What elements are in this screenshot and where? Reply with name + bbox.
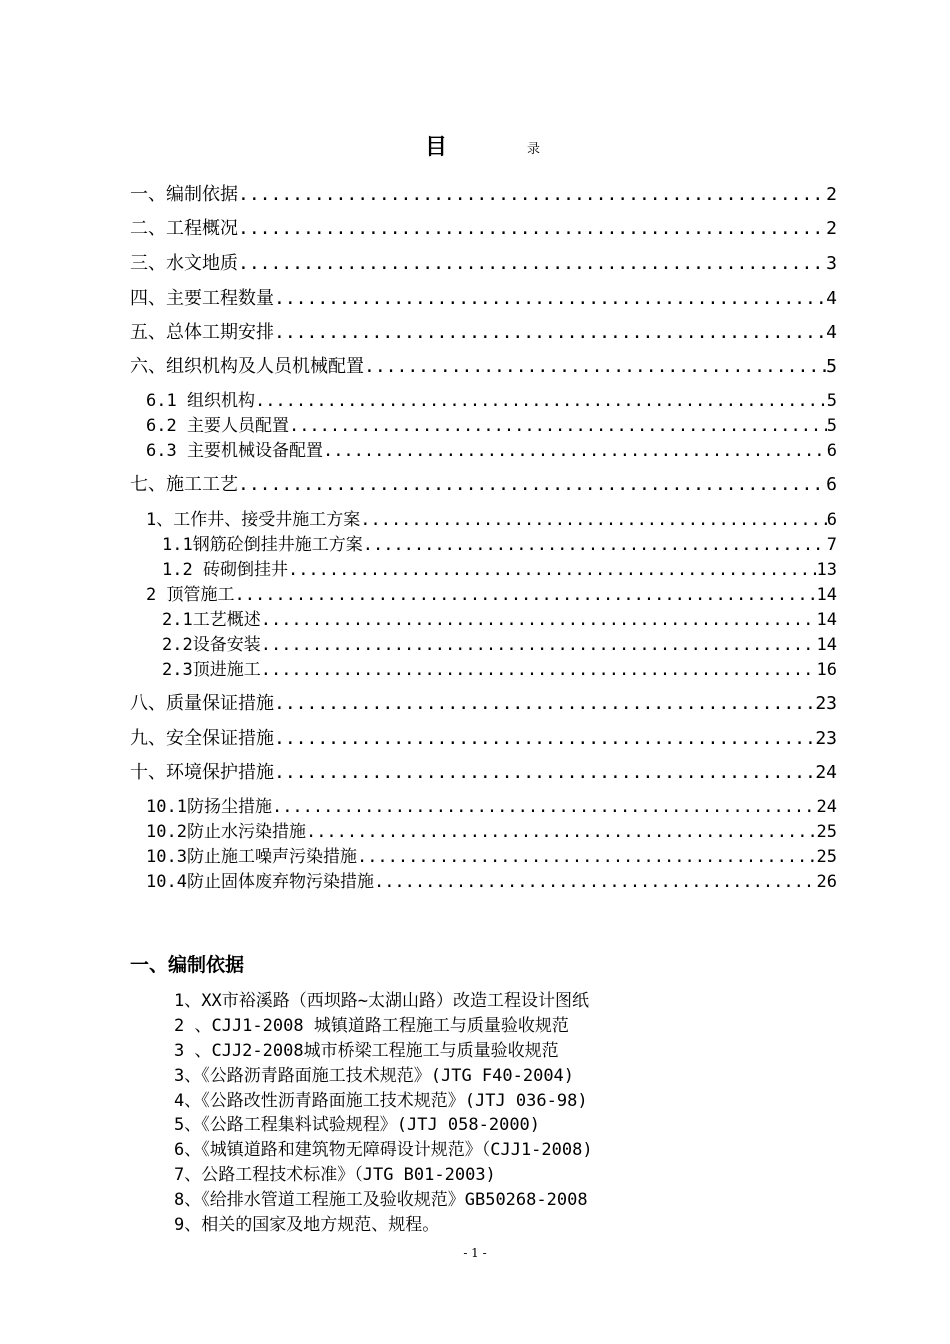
toc-entry-page: 6 <box>826 510 837 530</box>
toc-entry-label: 1.1钢筋砼倒挂井施工方案 <box>162 535 363 555</box>
toc-entry-label: 10.3防止施工噪声污染措施 <box>146 847 357 867</box>
toc-entry[interactable] <box>130 689 837 713</box>
toc-entry[interactable] <box>146 505 837 529</box>
toc-entry-label: 一、编制依据 <box>130 184 238 205</box>
toc-entry-page: 24 <box>815 762 837 783</box>
toc-leader <box>274 728 815 749</box>
toc-entry[interactable] <box>130 249 837 273</box>
toc-entry-page: 25 <box>816 822 837 842</box>
toc-title-char-2: 录 <box>527 142 541 157</box>
toc-leader <box>364 356 826 377</box>
toc-entry-label: 八、质量保证措施 <box>130 693 274 714</box>
toc-entry-page: 2 <box>826 184 837 205</box>
toc-entry[interactable] <box>146 386 837 410</box>
toc-entry-label: 五、总体工期安排 <box>130 322 274 343</box>
toc-leader <box>261 610 817 630</box>
toc-entry[interactable] <box>162 605 837 629</box>
toc-leader <box>261 635 817 655</box>
toc-entry[interactable] <box>146 580 837 604</box>
toc-entry-page: 7 <box>826 535 837 555</box>
toc-leader <box>274 322 826 343</box>
toc-entry-page: 24 <box>816 797 837 817</box>
reference-item: 5、《公路工程集料试验规程》(JTJ 058-2000) <box>174 1115 541 1135</box>
toc-entry-label: 四、主要工程数量 <box>130 288 274 309</box>
reference-item: 7、公路工程技术标准》（JTG B01-2003) <box>174 1165 496 1185</box>
toc-entry[interactable] <box>162 555 837 579</box>
toc-entry[interactable] <box>162 530 837 554</box>
toc-entry-page: 25 <box>816 847 837 867</box>
toc-entry-page: 5 <box>826 416 837 436</box>
reference-item: 3 、CJJ2-2008城市桥梁工程施工与质量验收规范 <box>174 1041 559 1061</box>
toc-entry-label: 九、安全保证措施 <box>130 728 274 749</box>
toc-leader <box>261 660 817 680</box>
toc-entry[interactable] <box>146 817 837 841</box>
toc-leader <box>238 184 826 205</box>
toc-entry[interactable] <box>130 352 837 376</box>
toc-leader <box>238 474 826 495</box>
reference-item: 3、《公路沥青路面施工技术规范》(JTG F40-2004) <box>174 1066 575 1086</box>
toc-entry[interactable] <box>146 411 837 435</box>
toc-entry[interactable] <box>162 655 837 679</box>
toc-entry-page: 26 <box>816 872 837 892</box>
toc-entry-label: 10.1防扬尘措施 <box>146 797 272 817</box>
toc-leader <box>288 560 817 580</box>
toc-title-char-1: 目 <box>425 135 448 160</box>
toc-entry-label: 十、环境保护措施 <box>130 762 274 783</box>
toc-entry-page: 3 <box>826 253 837 274</box>
toc-entry-label: 三、水文地质 <box>130 253 238 274</box>
toc-entry-label: 2.1工艺概述 <box>162 610 261 630</box>
toc-entry-page: 2 <box>826 218 837 239</box>
toc-leader <box>360 510 827 530</box>
toc-entry[interactable] <box>146 792 837 816</box>
toc-entry[interactable] <box>130 318 837 342</box>
toc-entry-page: 6 <box>826 441 837 461</box>
toc-leader <box>306 822 817 842</box>
toc-entry-page: 14 <box>816 610 837 630</box>
toc-entry-label: 1.2 砖砌倒挂井 <box>162 560 288 580</box>
toc-leader <box>274 762 815 783</box>
toc-entry-page: 5 <box>826 391 837 411</box>
toc-leader <box>234 585 816 605</box>
toc-entry-page: 5 <box>826 356 837 377</box>
toc-entry-label: 2.3顶进施工 <box>162 660 261 680</box>
toc-entry-label: 七、施工工艺 <box>130 474 238 495</box>
toc-entry-page: 6 <box>826 474 837 495</box>
toc-entry[interactable] <box>130 284 837 308</box>
toc-entry-label: 10.4防止固体废弃物污染措施 <box>146 872 374 892</box>
toc-entry[interactable] <box>162 630 837 654</box>
toc-leader <box>238 218 826 239</box>
toc-entry-page: 23 <box>815 728 837 749</box>
toc-entry-label: 6.3 主要机械设备配置 <box>146 441 323 461</box>
toc-entry-label: 2.2设备安装 <box>162 635 261 655</box>
toc-entry[interactable] <box>130 470 837 494</box>
toc-entry[interactable] <box>146 867 837 891</box>
reference-item: 6、《城镇道路和建筑物无障碍设计规范》（CJJ1-2008) <box>174 1140 593 1160</box>
reference-item: 1、XX市裕溪路（西坝路~太湖山路）改造工程设计图纸 <box>174 991 589 1011</box>
toc-entry-page: 14 <box>816 585 837 605</box>
toc-entry[interactable] <box>146 842 837 866</box>
toc-entry[interactable] <box>146 436 837 460</box>
toc-leader <box>357 847 817 867</box>
toc-entry-label: 二、工程概况 <box>130 218 238 239</box>
toc-leader <box>289 416 827 436</box>
toc-entry[interactable] <box>130 214 837 238</box>
reference-item: 8、《给排水管道工程施工及验收规范》GB50268-2008 <box>174 1190 588 1210</box>
toc-leader <box>323 441 827 461</box>
section-heading: 一、编制依据 <box>130 954 245 976</box>
toc-leader <box>374 872 817 892</box>
toc-entry-label: 六、组织机构及人员机械配置 <box>130 356 364 377</box>
toc-entry-page: 16 <box>816 660 837 680</box>
toc-leader <box>363 535 827 555</box>
toc-leader <box>274 288 826 309</box>
toc-entry-page: 4 <box>826 288 837 309</box>
reference-item: 2 、CJJ1-2008 城镇道路工程施工与质量验收规范 <box>174 1016 569 1036</box>
toc-leader <box>274 693 815 714</box>
toc-leader <box>238 253 826 274</box>
toc-leader <box>272 797 817 817</box>
toc-entry-label: 10.2防止水污染措施 <box>146 822 306 842</box>
toc-entry[interactable] <box>130 180 837 204</box>
toc-entry-label: 1、工作井、接受井施工方案 <box>146 510 361 530</box>
toc-entry[interactable] <box>130 758 837 782</box>
reference-item: 4、《公路改性沥青路面施工技术规范》(JTJ 036-98) <box>174 1091 588 1111</box>
page-number: - 1 - <box>463 1246 487 1260</box>
toc-entry-label: 6.2 主要人员配置 <box>146 416 289 436</box>
toc-entry[interactable] <box>130 724 837 748</box>
toc-entry-page: 14 <box>816 635 837 655</box>
toc-leader <box>255 391 827 411</box>
toc-entry-page: 4 <box>826 322 837 343</box>
toc-entry-label: 2 顶管施工 <box>146 585 235 605</box>
toc-entry-page: 23 <box>815 693 837 714</box>
reference-item: 9、相关的国家及地方规范、规程。 <box>174 1215 440 1235</box>
toc-entry-label: 6.1 组织机构 <box>146 391 255 411</box>
toc-entry-page: 13 <box>816 560 837 580</box>
